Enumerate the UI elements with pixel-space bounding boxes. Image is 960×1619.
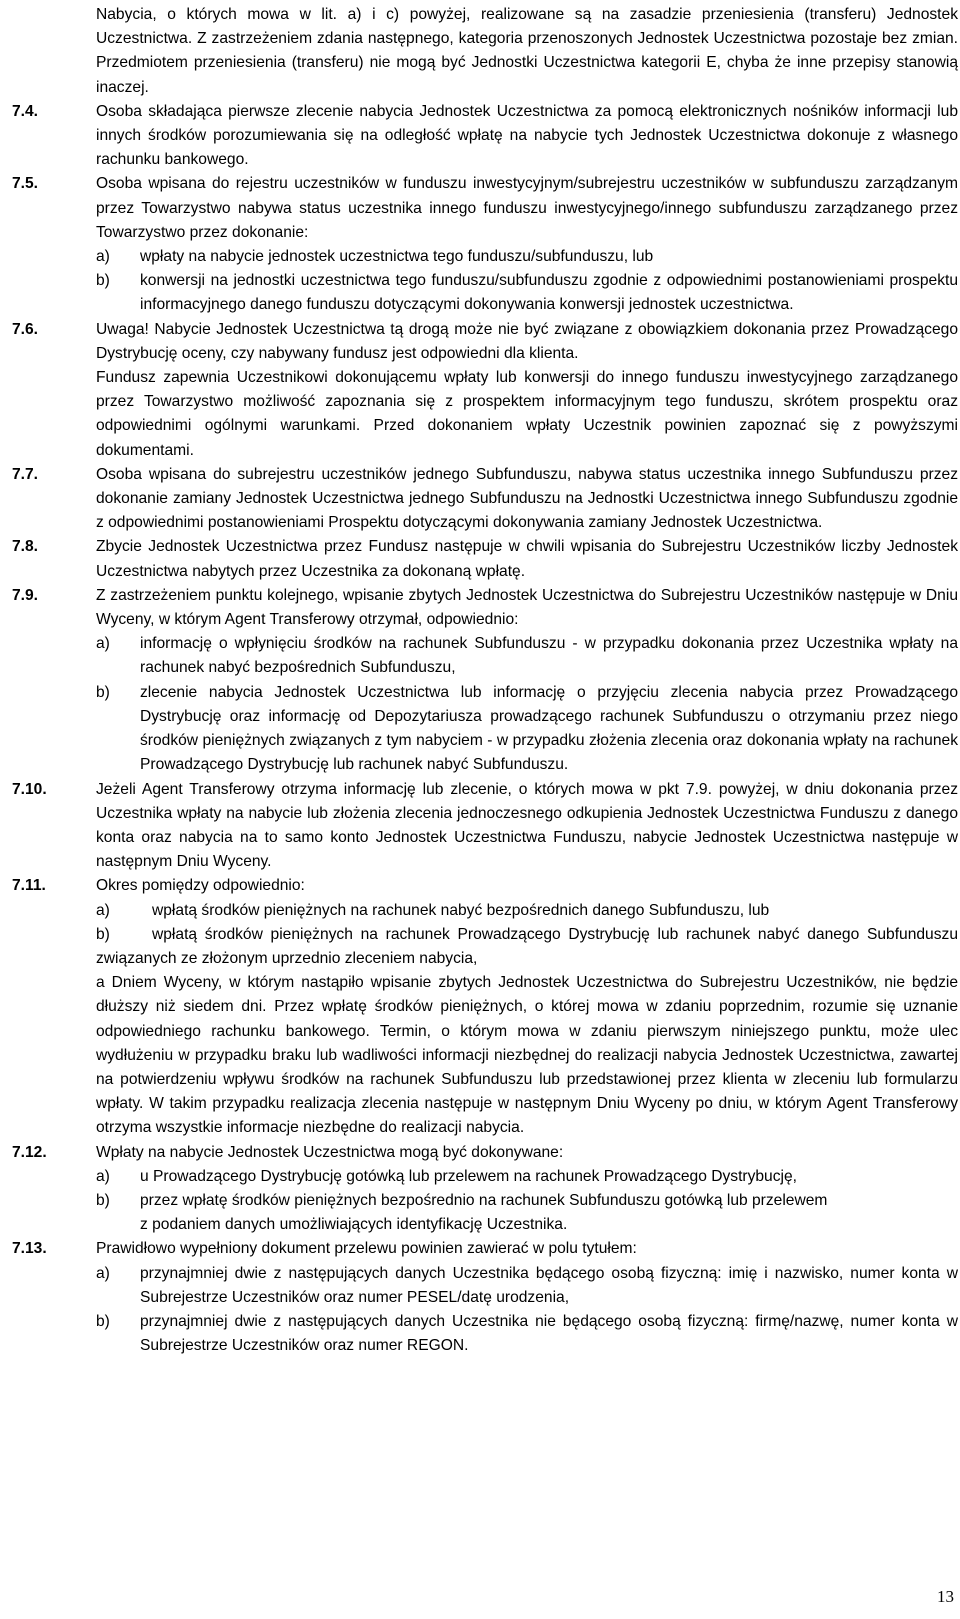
list-item [96,681,958,778]
section-number: 7.10. [12,780,47,798]
list-item-text: przynajmniej dwie z następujących danych Uczestnika będącego osobą fizyczną: imię i nazwisko, numer konta w Subrejestrze Uczestników oraz numer PESEL/datę urodzenia, [140,1264,958,1306]
list-item [96,923,958,971]
intro-text: Nabycia, o których mowa w lit. a) i c) powyżej, realizowane są na zasadzie przeniesienia (transferu) Jednostek Uczestnictwa. Z zastrzeżeniem zdania następnego, kategoria przenoszonych Jednostek Uczestnictwa pozostaje bez zmian. Przedmiotem przeniesienia (transferu) nie mogą być Jednostki Uczestnictwa kategorii E, chyba że inne przepisy stanowią inaczej. [96,6,958,96]
list-item-label: b) [96,1191,110,1209]
section-number: 7.8. [12,538,39,556]
list-item-text: konwersji na jednostki uczestnictwa tego funduszu/subfunduszu zgodnie z odpowiednimi postanowieniami prospektu informacyjnego danego funduszu dotyczącymi dokonywania konwersji jednostek uczestnictwa. [140,272,958,314]
section-text: Osoba składająca pierwsze zlecenie nabycia Jednostek Uczestnictwa za pomocą elektronicznych nośników informacji lub innych środków porozumiewania się na odległość wpłatę na nabycie tych Jednostek Uczestnictwa dokonuje z własnego rachunku bankowego. [96,102,958,169]
section-text: Prawidłowo wypełniony dokument przelewu powinien zawierać w polu tytułem: [96,1240,637,1258]
section-text: Wpłaty na nabycie Jednostek Uczestnictwa mogą być dokonywane: [96,1143,564,1161]
list-item-label: a) [96,1264,110,1282]
list-item-text: zlecenie nabycia Jednostek Uczestnictwa lub informację o przyjęciu zlecenia nabycia przez Prowadzącego Dystrybucję oraz informację od Depozytariusza prowadzącego rachunek Subfunduszu o otrzymaniu przez niego środków pieniężnych związanych z tym nabyciem - w przypadku złożenia zlecenia oraz dokonania wpłaty na rachunek Prowadzącego Dystrybucję lub rachunek nabyć Subfunduszu. [140,683,958,774]
list-item-text: przynajmniej dwie z następujących danych Uczestnika nie będącego osobą fizyczną: firmę/nazwę, numer konta w Subrejestrze Uczestników oraz numer REGON. [140,1312,958,1355]
section-7-7 [0,463,958,536]
section-7-13 [0,1237,958,1358]
section-number: 7.12. [12,1143,47,1161]
section-7-5 [0,172,958,317]
list-item-label: a) [96,635,110,653]
section-7-9 [0,584,958,778]
list-item-text: wpłatą środków pieniężnych na rachunek nabyć bezpośrednich danego Subfunduszu, lub [152,901,770,919]
list-item-label: a) [96,1167,110,1185]
list-item [96,269,958,317]
section-7-8 [0,535,958,583]
section-number: 7.13. [12,1240,47,1258]
list-item-label: b) [96,683,110,701]
section-number: 7.7. [12,465,39,483]
list-item [96,632,958,680]
list-item [96,1165,958,1189]
list-item-label: b) [96,272,110,290]
section-7-10 [0,778,958,875]
list-item-label: a) [96,248,110,266]
section-7-6 [0,318,958,463]
list-item [96,1310,958,1358]
document-page [0,3,960,1358]
section-text: Osoba wpisana do rejestru uczestników w funduszu inwestycyjnym/subrejestru uczestników w subfunduszu zarządzanym przez Towarzystwo nabywa status uczestnika innego funduszu inwestycyjnego/innego subfunduszu zarządzanego przez Towarzystwo przez dokonanie: [96,175,958,241]
section-number: 7.4. [12,102,39,120]
section-number: 7.6. [12,320,39,338]
list-item-text: informację o wpłynięciu środków na rachunek Subfunduszu - w przypadku dokonania przez Uczestnika wpłaty na rachunek nabyć bezpośrednich Subfunduszu, [140,635,958,677]
list-item [96,245,958,269]
intro-paragraph [0,3,958,100]
page-number: 13 [937,1587,954,1606]
section-number: 7.5. [12,175,39,193]
list-item-text: z podaniem danych umożliwiających identyfikację Uczestnika. [140,1216,568,1234]
list-item-label: b) [96,925,110,943]
section-text-continued: a Dniem Wyceny, w którym nastąpiło wpisanie zbytych Jednostek Uczestnictwa do Subrejestru Uczestników, nie będzie dłuższy niż siedem dni. Przez wpłatę środków pieniężnych, o której mowa w zdaniu poprzednim, rozumie się uznanie odpowiedniego rachunku bankowego. Termin, o którym mowa w zdaniu pierwszym niniejszego punktu, może ulec wydłużeniu w przypadku braku lub wadliwości informacji niezbędnej do realizacji nabycia Jednostek Uczestnictwa, zawartej na potwierdzeniu wpływu środków na rachunek Subfunduszu lub przedstawionej przez klienta w zleceniu lub formularzu wpłaty. W takim przypadku realizacja zlecenia następuje w następnym Dniu Wyceny po dniu, w którym Agent Transferowy otrzyma wszystkie informacje niezbędne do realizacji nabycia. [96,974,958,1137]
section-text: Jeżeli Agent Transferowy otrzyma informację lub zlecenie, o których mowa w pkt 7.9. powyżej, w dniu dokonania przez Uczestnika wpłaty na nabycie lub złożenia zlecenia jednoczesnego odkupienia Jednostek Uczestnictwa Funduszu z danego konta oraz nabycia na to samo konto Jednostek Uczestnictwa Funduszu, nabycie Jednostek Uczestnictwa następuje w następnym Dniu Wyceny. [96,780,958,871]
list-item [96,1189,958,1213]
list-item-continuation [96,1213,958,1237]
section-text: Zbycie Jednostek Uczestnictwa przez Fundusz następuje w chwili wpisania do Subrejestru Uczestników liczby Jednostek Uczestnictwa nabytych przez Uczestnika za dokonaną wpłatę. [96,538,958,580]
list-item-text: przez wpłatę środków pieniężnych bezpośrednio na rachunek Subfunduszu gotówką lub przelewem [140,1191,828,1209]
section-7-11 [0,874,958,1140]
section-text: Okres pomiędzy odpowiednio: [96,877,305,895]
list-item-label: a) [96,901,110,919]
section-7-12 [0,1141,958,1238]
section-7-4 [0,100,958,173]
section-text: Z zastrzeżeniem punktu kolejnego, wpisanie zbytych Jednostek Uczestnictwa do Subrejestru Uczestników następuje w Dniu Wyceny, w którym Agent Transferowy otrzymał, odpowiednio: [96,586,958,629]
section-text: Uwaga! Nabycie Jednostek Uczestnictwa tą drogą może nie być związane z obowiązkiem dokonania przez Prowadzącego Dystrybucję oceny, czy nabywany fundusz jest odpowiedni dla klienta. [96,320,958,362]
section-number: 7.9. [12,586,39,604]
list-item [96,899,958,923]
list-item-text: u Prowadzącego Dystrybucję gotówką lub przelewem na rachunek Prowadzącego Dystrybucję, [140,1167,798,1185]
list-item-text: wpłatą środków pieniężnych na rachunek Prowadzącego Dystrybucję lub rachunek nabyć danego Subfunduszu związanych ze złożonym uprzednio zleceniem nabycia, [96,925,958,967]
list-item-text: wpłaty na nabycie jednostek uczestnictwa tego funduszu/subfunduszu, lub [140,248,654,266]
section-text-continued: Fundusz zapewnia Uczestnikowi dokonującemu wpłaty lub konwersji do innego funduszu inwestycyjnego zarządzanego przez Towarzystwo możliwość zapoznania się z prospektem informacyjnym tego funduszu, skrótem prospektu oraz odpowiednimi ogólnymi warunkami. Przed dokonaniem wpłaty Uczestnik powinien zapoznać się z powyższymi dokumentami. [96,369,958,459]
list-item [96,1262,958,1310]
section-number: 7.11. [12,877,46,895]
section-text: Osoba wpisana do subrejestru uczestników jednego Subfunduszu, nabywa status uczestnika innego Subfunduszu przez dokonanie zamiany Jednostek Uczestnictwa jednego Subfunduszu na Jednostki Uczestnictwa innego Subfunduszu zgodnie z odpowiednimi postanowieniami Prospektu dotyczącymi dokonywania zamiany Jednostek Uczestnictwa. [96,465,958,532]
list-item-label: b) [96,1312,110,1330]
